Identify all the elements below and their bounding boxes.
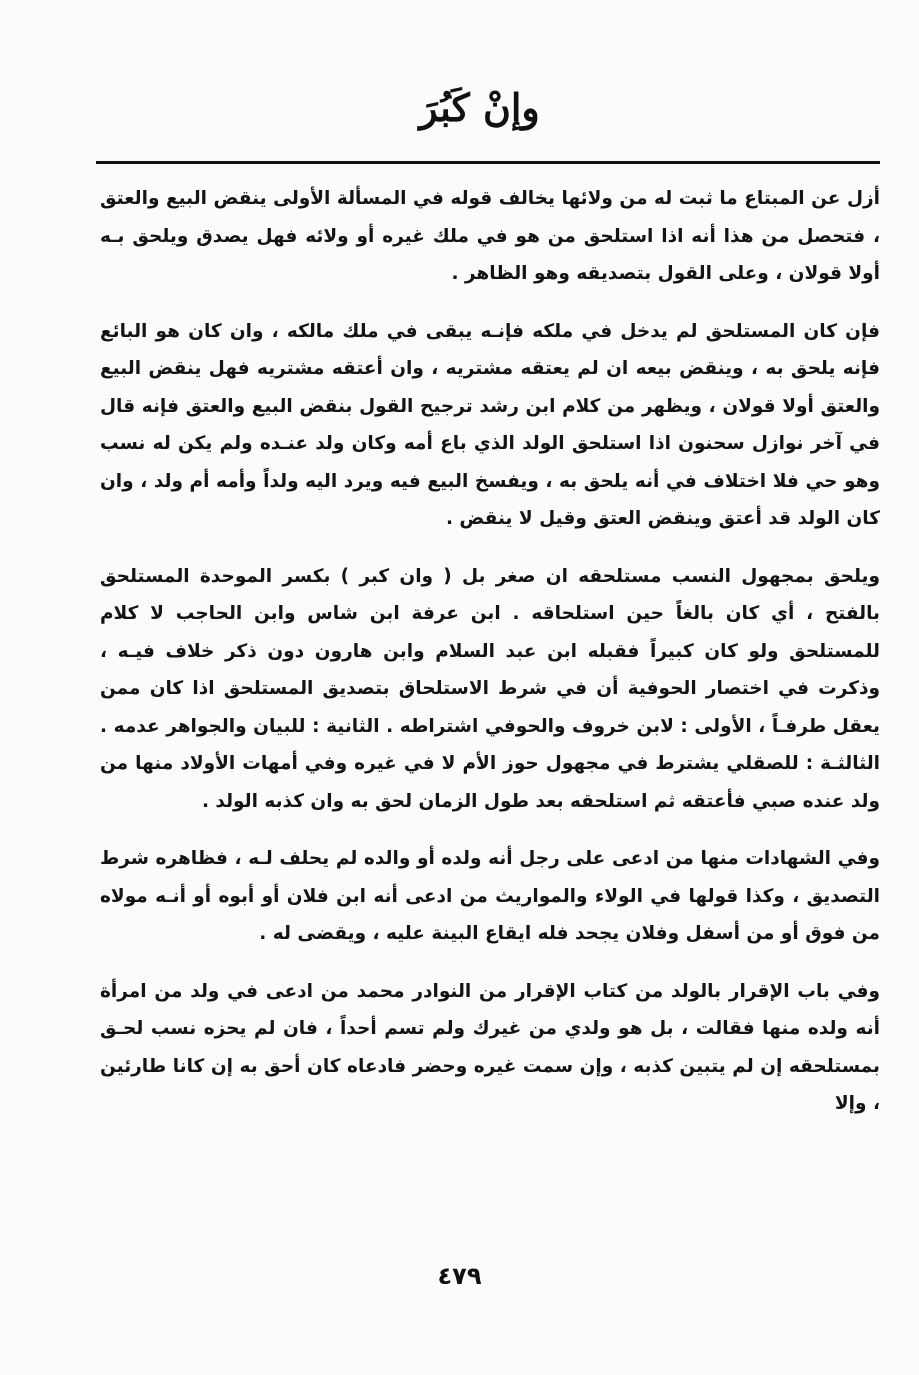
paragraph: أزل عن المبتاع ما ثبت له من ولائها يخالف قوله في المسألة الأولى ينقض البيع والعتق ، فتحصل من هذا أنه اذا استلحق من هو في ملك غيره أو ولائه فهل يصدق ويلحق بـه أولا قولان ، وعلى القول بتصديقه وهو الظاهر . <box>100 188 880 284</box>
paragraph: وفي الشهادات منها من ادعى على رجل أنه ولده أو والده لم يحلف لـه ، فظاهره شرط التصديق ، وكذا قولها في الولاء والمواريث من ادعى أنه ابن فلان أو أبوه أو أنـه مولاه من فوق أو من أسفل وفلان يجحد فله ايقاع البينة عليه ، ويقضى له . <box>100 848 880 944</box>
page-number: ٤٧٩ <box>437 1262 482 1290</box>
paragraph: ويلحق بمجهول النسب مستلحقه ان صغر بل ( وان كبر ) بكسر الموحدة المستلحق بالفتح ، أي كان بالغاً حين استلحاقه . ابن عرفة ابن شاس وابن الحاجب لا كلام للمستلحق ولو كان كبيراً فقبله ابن عبد السلام وابن هارون دون ذكر خلاف فيـه ، وذكرت في اختصار الحوفية أن في شرط الاستلحاق بتصديق المستلحق اذا كان ممن يعقل طرفـاً ، الأولى : لابن خروف والحوفي اشتراطه . الثانية : للبيان والجواهر عدمه . الثالثـة : للصقلي يشترط في مجهول حوز الأم لا في غيره وفي أمهات الأولاد منها من ولد عنده صبي فأعتقه ثم استلحقه بعد طول الزمان لحق به وان كذبه الولد . <box>100 565 880 812</box>
paragraph: فإن كان المستلحق لم يدخل في ملكه فإنـه يبقى في ملك مالكه ، وان كان هو البائع فإنه يلحق به ، وينقض بيعه ان لم يعتقه مشتريه ، وان أعتقه مشتريه فهل ينقض البيع والعتق أولا قولان ، ويظهر من كلام ابن رشد ترجيح القول بنقض البيع والعتق فإنه قال في آخر نوازل سحنون اذا استلحق الولد الذي باع أمه وكان ولد عنـده ولم يكن له نسب وهو حي فلا اختلاف في أنه يلحق به ، ويفسخ البيع فيه ويرد اليه ولداً وأمه أم ولد ، وان كان الولد قد أعتق وينقض العتق وقيل لا ينقض . <box>100 320 880 529</box>
running-header <box>100 78 859 138</box>
body-text <box>100 180 880 1143</box>
paragraph: وفي باب الإقرار بالولد من كتاب الإقرار من النوادر محمد من ادعى في ولد من امرأة أنه ولده منها فقالت ، بل هو ولدي من غيرك ولم تسم أحداً ، فان لم يحزه نسب لحـق بمستلحقه إن لم يتبين كذبه ، وإن سمت غيره وحضر فادعاه كان أحق به إن كانا طارئين ، وإلا <box>100 980 880 1114</box>
header-divider <box>96 161 880 164</box>
header-title: وإنْ كَبُرَ <box>419 85 540 130</box>
